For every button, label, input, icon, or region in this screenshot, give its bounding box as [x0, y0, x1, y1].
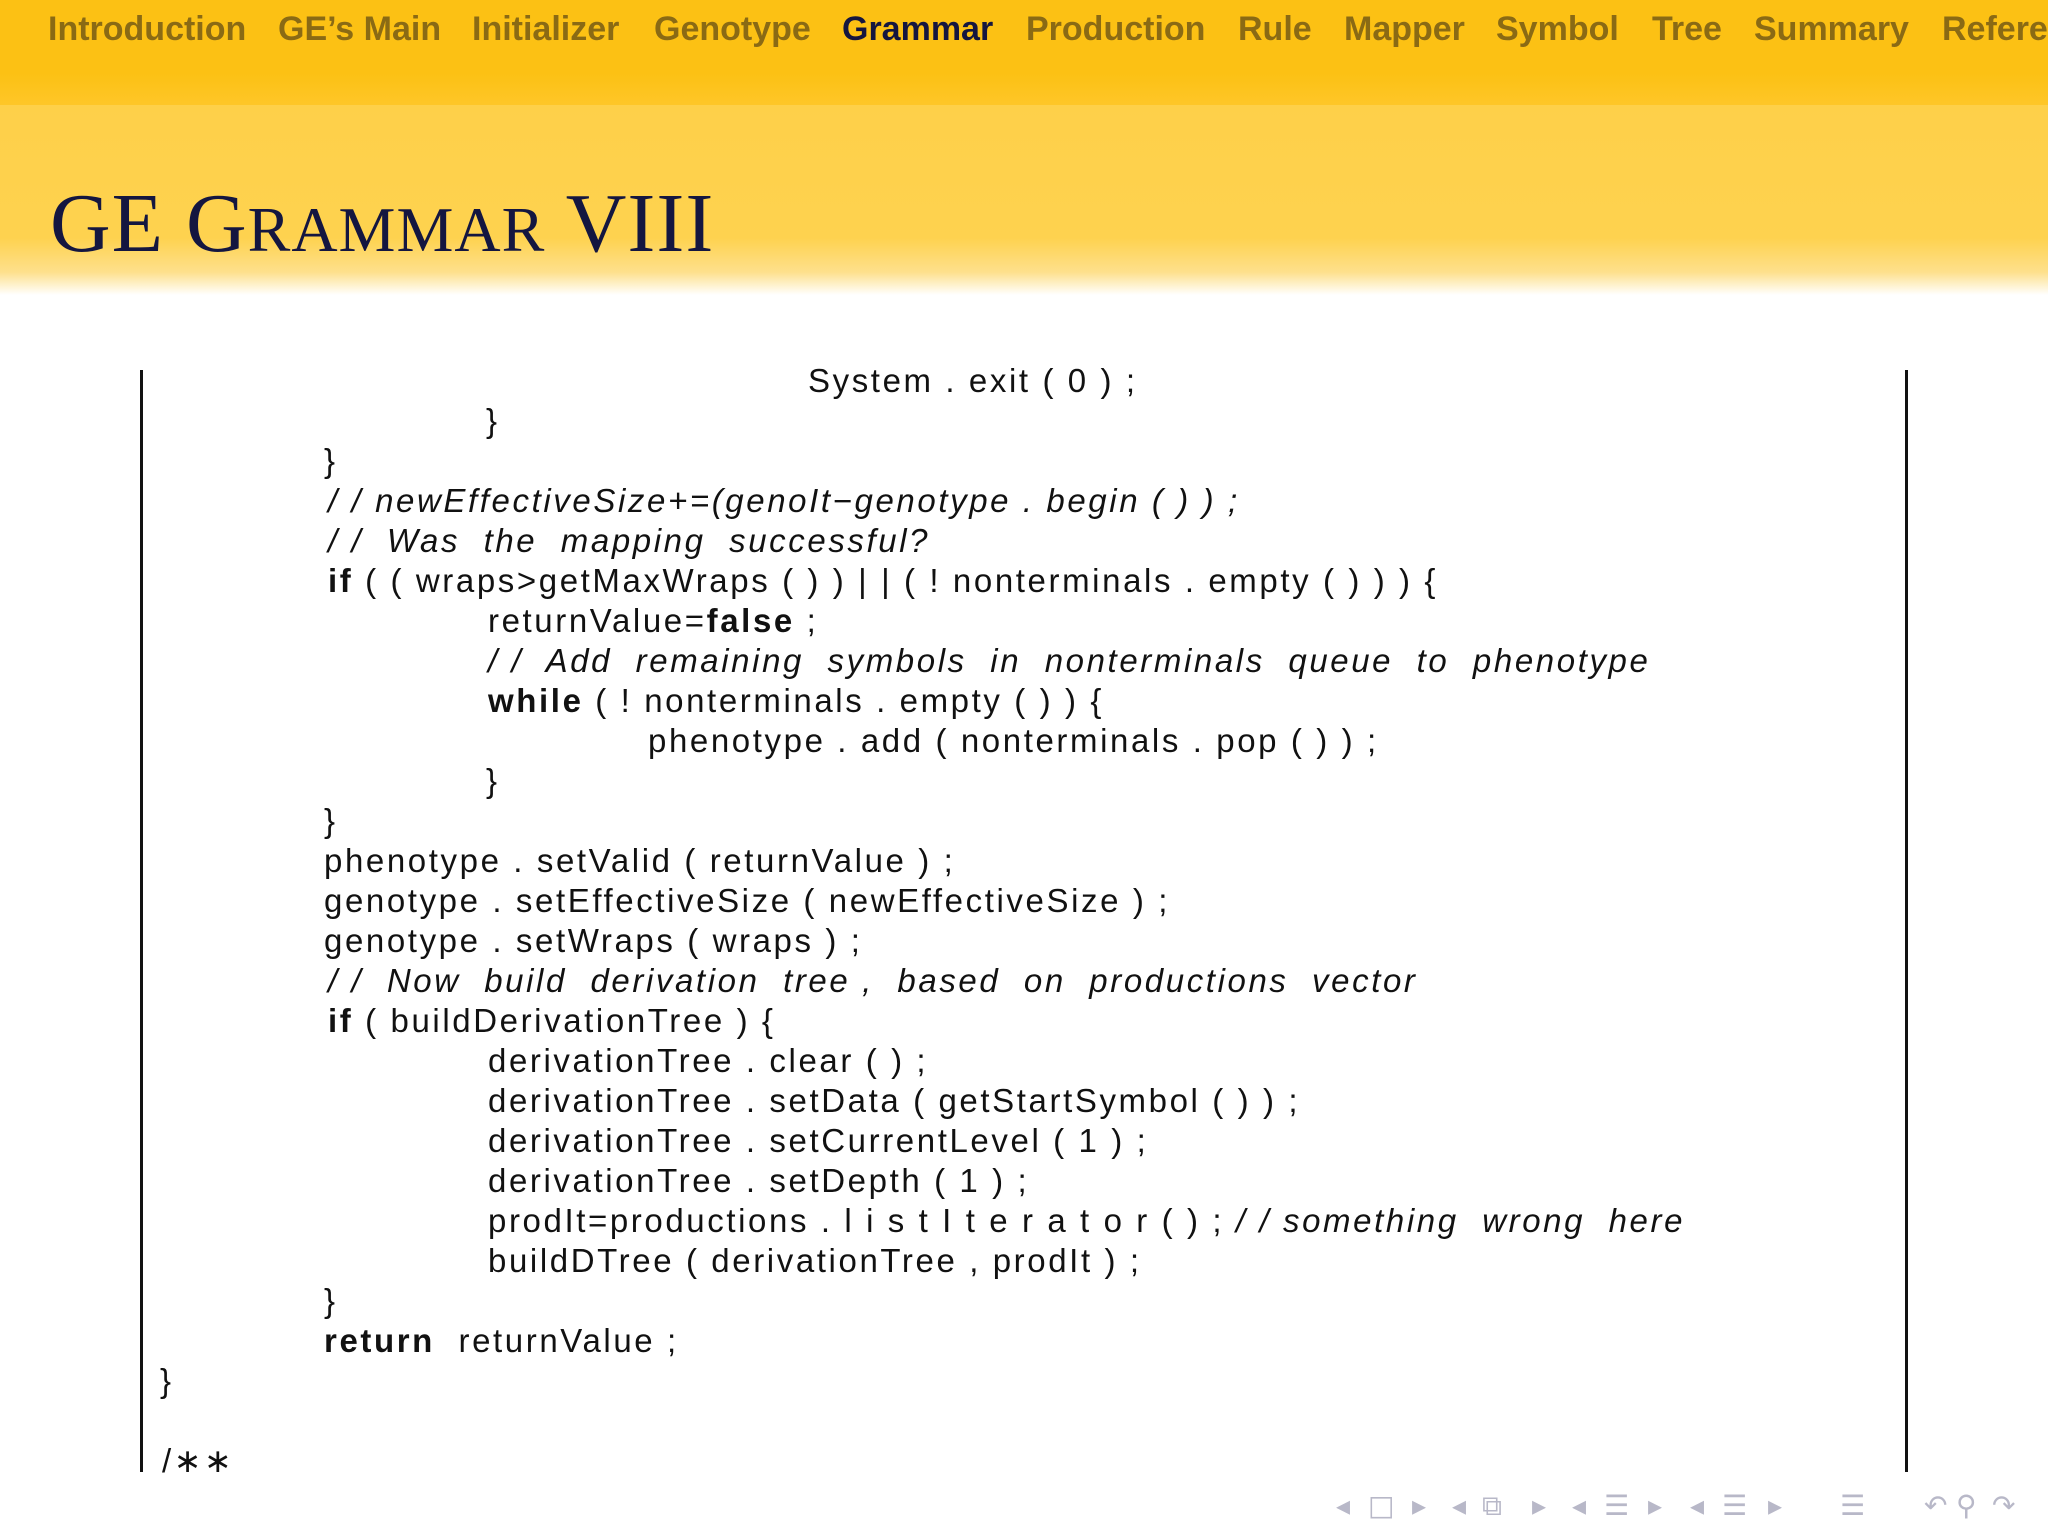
prev-section-arrow-icon[interactable]: ◂ — [1572, 1489, 1587, 1522]
code-line — [488, 641, 1650, 681]
frame-title-part-3: VIII — [545, 177, 715, 270]
nav-section-8[interactable]: Symbol — [1496, 10, 1619, 48]
code-line — [328, 561, 1438, 601]
code-text: derivationTree . setDepth ( 1 ) ; — [488, 1162, 1030, 1199]
code-line — [324, 881, 1170, 921]
forward-icon[interactable]: ↷ — [1992, 1489, 2016, 1522]
code-line — [324, 801, 338, 841]
code-text: } — [324, 442, 338, 479]
code-line — [488, 1041, 928, 1081]
nav-section-2[interactable]: Initializer — [472, 10, 620, 48]
code-line — [324, 1281, 338, 1321]
code-line — [328, 1001, 776, 1041]
code-text: buildDTree ( derivationTree , prodIt ) ; — [488, 1242, 1142, 1279]
nav-section-0[interactable]: Introduction — [48, 10, 247, 48]
code-line — [324, 921, 863, 961]
nav-section-4[interactable]: Grammar — [842, 10, 994, 48]
code-text: derivationTree . clear ( ) ; — [488, 1042, 929, 1079]
code-line — [488, 1241, 1142, 1281]
code-line — [648, 721, 1379, 761]
code-comment: / / Was the mapping successful? — [328, 522, 931, 559]
code-keyword: false — [706, 602, 795, 639]
nav-section-3[interactable]: Genotype — [654, 10, 811, 48]
code-text: returnValue= — [488, 602, 707, 639]
code-line — [808, 361, 1138, 401]
code-line — [488, 1201, 1685, 1241]
code-text: genotype . setWraps ( wraps ) ; — [324, 922, 863, 959]
nav-section-10[interactable]: Summary — [1754, 10, 1909, 48]
nav-section-1[interactable]: GE’s Main — [278, 10, 442, 48]
prev-document-arrow-icon[interactable]: ◂ — [1690, 1489, 1705, 1522]
code-line — [488, 1121, 1148, 1161]
frame-title-part-2: RAMMAR — [247, 194, 546, 265]
code-comment: / / newEffectiveSize+=(genoIt−genotype . begin ( ) ) ; — [328, 482, 1240, 519]
code-line — [328, 961, 1418, 1001]
code-text: returnValue ; — [434, 1322, 679, 1359]
code-line — [486, 401, 500, 441]
code-text: /∗∗ — [162, 1442, 235, 1479]
code-line — [488, 1161, 1029, 1201]
code-text: derivationTree . setCurrentLevel ( 1 ) ; — [488, 1122, 1149, 1159]
code-text: genotype . setEffectiveSize ( newEffectiveSize ) ; — [324, 882, 1170, 919]
nav-section-9[interactable]: Tree — [1652, 10, 1722, 48]
search-icon[interactable]: ⚲ — [1956, 1489, 1977, 1522]
code-keyword: return — [324, 1322, 435, 1359]
code-line — [488, 601, 818, 641]
back-icon[interactable]: ↶ — [1924, 1489, 1948, 1522]
code-comment: / / Add remaining symbols in nonterminals queue to phenotype — [488, 642, 1651, 679]
code-text: ; — [794, 602, 819, 639]
code-text: } — [486, 762, 500, 799]
prev-frame-arrow-icon[interactable]: ◂ — [1336, 1489, 1351, 1522]
nav-section-6[interactable]: Rule — [1238, 10, 1312, 48]
code-text: prodIt=productions . l i s t I t e r a t o r ( ) ; — [488, 1202, 1225, 1239]
next-section-arrow-icon[interactable]: ▸ — [1648, 1489, 1663, 1522]
appendix-icon[interactable]: ☰ — [1840, 1489, 1866, 1522]
code-text: ( ( wraps>getMaxWraps ( ) ) | | ( ! nonterminals . empty ( ) ) ) { — [353, 562, 1439, 599]
code-text: } — [486, 402, 500, 439]
code-text: phenotype . setValid ( returnValue ) ; — [324, 842, 956, 879]
section-icon[interactable]: ☰ — [1604, 1489, 1630, 1522]
code-line — [488, 1081, 1300, 1121]
code-line — [324, 1321, 679, 1361]
code-line — [324, 441, 338, 481]
code-text: ( buildDerivationTree ) { — [353, 1002, 776, 1039]
code-line — [160, 1361, 174, 1401]
frame-title-part-1: GE G — [50, 177, 248, 270]
document-icon[interactable]: ☰ — [1722, 1489, 1748, 1522]
subsection-icon[interactable]: ⧉ — [1482, 1489, 1502, 1522]
code-text: System . exit ( 0 ) ; — [808, 362, 1138, 399]
code-text: derivationTree . setData ( getStartSymbol ( ) ) ; — [488, 1082, 1301, 1119]
code-comment: / / Now build derivation tree , based on productions vector — [328, 962, 1418, 999]
prev-subsection-arrow-icon[interactable]: ◂ — [1452, 1489, 1467, 1522]
code-line — [328, 521, 930, 561]
code-line — [486, 761, 500, 801]
code-comment: / / something wrong here — [1224, 1202, 1686, 1239]
code-text: ( ! nonterminals . empty ( ) ) { — [583, 682, 1104, 719]
code-line — [324, 841, 955, 881]
code-line — [162, 1441, 234, 1481]
code-text: } — [160, 1362, 174, 1399]
code-keyword: if — [328, 1002, 354, 1039]
next-frame-arrow-icon[interactable]: ▸ — [1412, 1489, 1427, 1522]
nav-section-7[interactable]: Mapper — [1344, 10, 1465, 48]
code-keyword: if — [328, 562, 354, 599]
next-subsection-arrow-icon[interactable]: ▸ — [1532, 1489, 1547, 1522]
code-text: } — [324, 802, 338, 839]
nav-section-11[interactable]: Refere — [1942, 10, 2048, 48]
code-text: } — [324, 1282, 338, 1319]
next-document-arrow-icon[interactable]: ▸ — [1768, 1489, 1783, 1522]
code-line — [328, 481, 1240, 521]
code-text: phenotype . add ( nonterminals . pop ( ) ) ; — [648, 722, 1379, 759]
frame-icon[interactable]: □ — [1368, 1489, 1395, 1522]
code-line — [488, 681, 1104, 721]
nav-section-5[interactable]: Production — [1026, 10, 1206, 48]
code-keyword: while — [488, 682, 584, 719]
